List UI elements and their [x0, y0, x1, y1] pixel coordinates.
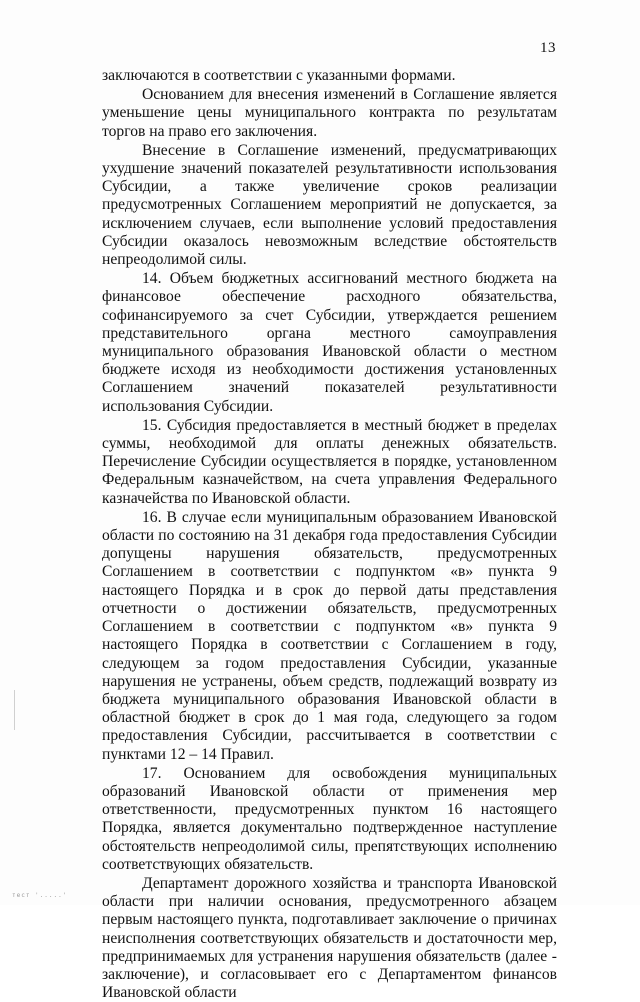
- paragraph-changes-restrictions: Внесение в Соглашение изменений, предусматривающих ухудшение значений показателей результативности использования Субсидии, а также увеличение сроков реализации предусмотренных Соглашением мероприятий не допускается, за исключением случаев, если выполнение условий предоставления Субсидии оказалось невозможным вследствие обстоятельств непреодолимой силы.: [102, 141, 557, 269]
- paragraph-continuation: заключаются в соответствии с указанными формами.: [102, 67, 456, 84]
- document-body: [102, 66, 557, 1002]
- scan-footer-marks: тест '.....': [12, 892, 68, 899]
- paragraph-clause-16: 16. В случае если муниципальным образованием Ивановской области по состоянию на 31 декабря года предоставления Субсидии допущены нарушения обязательств, предусмотренных Соглашением в соответствии с подпунктом «в» пункта 9 настоящего Порядка и в срок до первой даты представления отчетности о достижении обязательств, предусмотренных Соглашением в соответствии с подпунктом «в» пункта 9 настоящего Порядка в соответствии с Соглашением в году, следующем за годом предоставления Субсидии, указанные нарушения не устранены, объем средств, подлежащий возврату из бюджета муниципального образования Ивановской области в областной бюджет в срок до 1 мая года, следующего за годом предоставления Субсидии, рассчитывается в соответствии с пунктами 12 – 14 Правил.: [102, 508, 557, 763]
- paragraph-clause-15: 15. Субсидия предоставляется в местный бюджет в пределах суммы, необходимой для оплаты денежных обязательств. Перечисление Субсидии осуществляется в порядке, установленном Федеральным казначейством, на счета управления Федерального казначейства по Ивановской области.: [102, 416, 557, 507]
- paragraph-department-conclusion: Департамент дорожного хозяйства и транспорта Ивановской области при наличии основания, предусмотренного абзацем первым настоящего пункта, подготавливает заключение о причинах неисполнения соответствующих обязательств и достаточности мер, предпринимаемых для устранения нарушения обязательств (далее - заключение), и согласовывает его с Департаментом финансов Ивановской области: [102, 874, 557, 1002]
- page-number: 13: [540, 40, 556, 56]
- scan-margin-mark: [14, 690, 15, 730]
- paragraph-basis-for-changes: Основанием для внесения изменений в Соглашение является уменьшение цены муниципального контракта по результатам торгов на право его заключения.: [102, 86, 557, 140]
- paragraph-clause-17: 17. Основанием для освобождения муниципальных образований Ивановской области от применения мер ответственности, предусмотренных пунктом 16 настоящего Порядка, является документально подтвержденное наступление обстоятельств непреодолимой силы, препятствующих исполнению соответствующих обязательств.: [102, 764, 557, 873]
- paragraph-clause-14: 14. Объем бюджетных ассигнований местного бюджета на финансовое обеспечение расходного обязательства, софинансируемого за счет Субсидии, утверждается решением представительного органа местного самоуправления муниципального образования Ивановской области о местном бюджете исходя из необходимости достижения установленных Соглашением значений показателей результативности использования Субсидии.: [102, 270, 557, 415]
